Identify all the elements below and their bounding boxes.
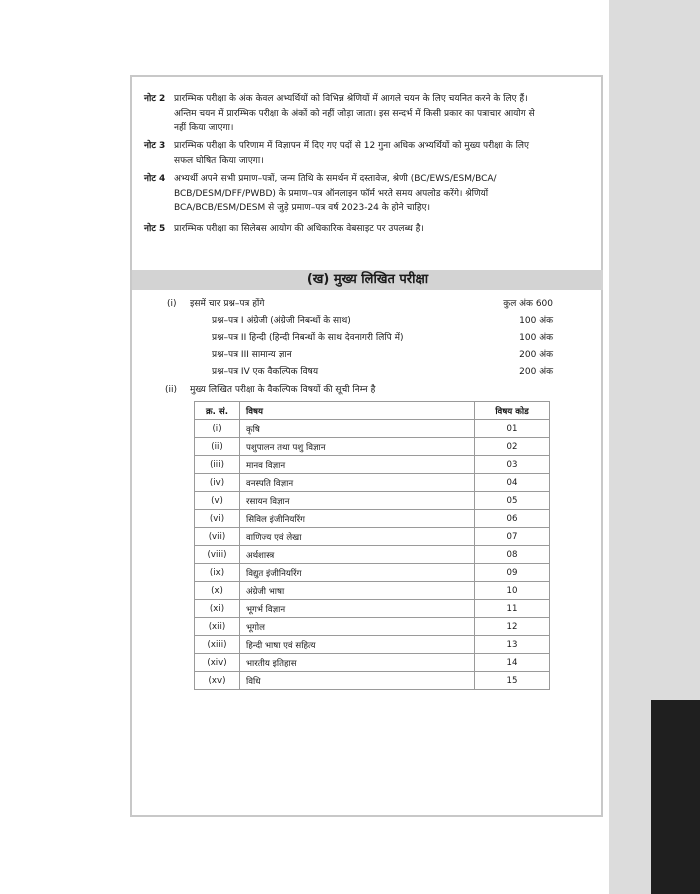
table-row bbox=[195, 564, 550, 582]
table-row bbox=[195, 582, 550, 600]
serial-cell: (xv) bbox=[195, 672, 240, 690]
code-cell: 10 bbox=[475, 582, 550, 600]
subject-cell: रसायन विज्ञान bbox=[240, 492, 475, 510]
code-cell: 01 bbox=[475, 420, 550, 438]
column-header-serial: क्र. सं. bbox=[195, 402, 240, 420]
serial-cell: (xiv) bbox=[195, 654, 240, 672]
subject-cell: वनस्पति विज्ञान bbox=[240, 474, 475, 492]
note-line: BCA/BCB/ESM/DESM से जुड़े प्रमाण–पत्र वर्ष 2023-24 के होने चाहिए। bbox=[174, 203, 431, 213]
subject-cell: वाणिज्य एवं लेखा bbox=[240, 528, 475, 546]
table-row bbox=[195, 438, 550, 456]
code-cell: 08 bbox=[475, 546, 550, 564]
document-page bbox=[130, 75, 603, 817]
table-row bbox=[195, 672, 550, 690]
subject-cell: भूगर्भ विज्ञान bbox=[240, 600, 475, 618]
table-row bbox=[195, 636, 550, 654]
serial-cell: (viii) bbox=[195, 546, 240, 564]
column-header-code: विषय कोड bbox=[475, 402, 550, 420]
code-cell: 14 bbox=[475, 654, 550, 672]
note-5 bbox=[144, 222, 592, 237]
subject-cell: मानव विज्ञान bbox=[240, 456, 475, 474]
table-row bbox=[195, 510, 550, 528]
serial-cell: (x) bbox=[195, 582, 240, 600]
part-i-number: (i) bbox=[167, 299, 177, 309]
note-label: नोट 4 bbox=[144, 174, 166, 184]
section-title: (ख) मुख्य लिखित परीक्षा bbox=[306, 272, 429, 287]
code-cell: 09 bbox=[475, 564, 550, 582]
part-ii-text: मुख्य लिखित परीक्षा के वैकल्पिक विषयों की सूची निम्न है bbox=[190, 385, 376, 395]
table-row bbox=[195, 474, 550, 492]
serial-cell: (xiii) bbox=[195, 636, 240, 654]
note-label: नोट 3 bbox=[144, 141, 166, 151]
serial-cell: (xii) bbox=[195, 618, 240, 636]
note-line: अन्तिम चयन में प्रारम्भिक परीक्षा के अंकों को नहीं जोड़ा जाता। इस सन्दर्भ में किसी प्रकार का पत्राचार आयोग से bbox=[174, 108, 535, 119]
table-row bbox=[195, 654, 550, 672]
serial-cell: (i) bbox=[195, 420, 240, 438]
optional-subjects-table bbox=[194, 401, 550, 690]
code-cell: 02 bbox=[475, 438, 550, 456]
table-row bbox=[195, 456, 550, 474]
code-cell: 07 bbox=[475, 528, 550, 546]
paper-marks: 200 अंक bbox=[519, 350, 553, 360]
table-header-row bbox=[195, 402, 550, 420]
serial-cell: (xi) bbox=[195, 600, 240, 618]
note-line: BCB/DESM/DFF/PWBD) के प्रमाण–पत्र ऑनलाइन फॉर्म भरते समय अपलोड करेंगे। श्रेणियों bbox=[174, 188, 489, 199]
table-row bbox=[195, 600, 550, 618]
note-line: अभ्यर्थी अपने सभी प्रमाण–पत्रों, जन्म तिथि के समर्थन में दस्तावेज, श्रेणी (BC/EWS/ESM/BCA/ bbox=[174, 174, 497, 184]
subject-cell: हिन्दी भाषा एवं सहित्य bbox=[240, 636, 475, 654]
serial-cell: (vii) bbox=[195, 528, 240, 546]
serial-cell: (vi) bbox=[195, 510, 240, 528]
note-line: प्रारम्भिक परीक्षा के अंक केवल अभ्यर्थियों को विभिन्न श्रेणियों में आगले चयन के लिए चयनित करने के लिए हैं। bbox=[174, 94, 528, 104]
note-3 bbox=[144, 139, 592, 168]
paper-marks: 200 अंक bbox=[519, 367, 553, 377]
code-cell: 13 bbox=[475, 636, 550, 654]
code-cell: 15 bbox=[475, 672, 550, 690]
subject-cell: कृषि bbox=[240, 420, 475, 438]
paper-name: प्रश्न–पत्र III सामान्य ज्ञान bbox=[212, 350, 292, 360]
table-row bbox=[195, 618, 550, 636]
subject-cell: अर्थशास्त्र bbox=[240, 546, 475, 564]
part-i-text: इसमें चार प्रश्न–पत्र होंगे bbox=[190, 299, 265, 309]
code-cell: 06 bbox=[475, 510, 550, 528]
note-line: प्रारम्भिक परीक्षा के परिणाम में विज्ञापन में दिए गए पदों से 12 गुना अधिक अभ्यर्थियों को मुख्य परीक्षा के लिए bbox=[174, 141, 529, 151]
page-edge-tab bbox=[651, 700, 700, 894]
paper-marks: 100 अंक bbox=[519, 316, 553, 326]
note-label: नोट 2 bbox=[144, 94, 166, 104]
serial-cell: (v) bbox=[195, 492, 240, 510]
part-ii-number: (ii) bbox=[165, 385, 178, 395]
code-cell: 04 bbox=[475, 474, 550, 492]
subject-cell: पशुपालन तथा पशु विज्ञान bbox=[240, 438, 475, 456]
subject-cell: विद्युत इंजीनियरिंग bbox=[240, 564, 475, 582]
note-2 bbox=[144, 92, 592, 136]
note-4 bbox=[144, 172, 592, 216]
part-i-total: कुल अंक 600 bbox=[503, 299, 553, 309]
code-cell: 05 bbox=[475, 492, 550, 510]
note-line: नहीं किया जाएगा। bbox=[174, 123, 234, 133]
code-cell: 03 bbox=[475, 456, 550, 474]
serial-cell: (ii) bbox=[195, 438, 240, 456]
serial-cell: (ix) bbox=[195, 564, 240, 582]
note-label: नोट 5 bbox=[144, 224, 166, 234]
subject-cell: सिविल इंजीनियरिंग bbox=[240, 510, 475, 528]
table-row bbox=[195, 420, 550, 438]
subject-cell: अंग्रेजी भाषा bbox=[240, 582, 475, 600]
note-line: प्रारम्भिक परीक्षा का सिलेबस आयोग की अधिकारिक वेबसाइट पर उपलब्ध है। bbox=[174, 224, 424, 234]
paper-name: प्रश्न–पत्र II हिन्दी (हिन्दी निबन्धों के साथ देवनागरी लिपि में) bbox=[212, 333, 404, 343]
serial-cell: (iv) bbox=[195, 474, 240, 492]
paper-marks: 100 अंक bbox=[519, 333, 553, 343]
paper-name: प्रश्न–पत्र IV एक वैकल्पिक विषय bbox=[212, 367, 319, 377]
table-row bbox=[195, 492, 550, 510]
subject-cell: विधि bbox=[240, 672, 475, 690]
serial-cell: (iii) bbox=[195, 456, 240, 474]
note-line: सफल घोषित किया जाएगा। bbox=[174, 155, 264, 166]
subject-cell: भारतीय इतिहास bbox=[240, 654, 475, 672]
column-header-subject: विषय bbox=[240, 402, 475, 420]
table-row bbox=[195, 546, 550, 564]
table-row bbox=[195, 528, 550, 546]
subject-cell: भूगोल bbox=[240, 618, 475, 636]
paper-name: प्रश्न–पत्र I अंग्रेजी (अंग्रेजी निबन्धों के साथ) bbox=[212, 316, 351, 326]
code-cell: 12 bbox=[475, 618, 550, 636]
code-cell: 11 bbox=[475, 600, 550, 618]
